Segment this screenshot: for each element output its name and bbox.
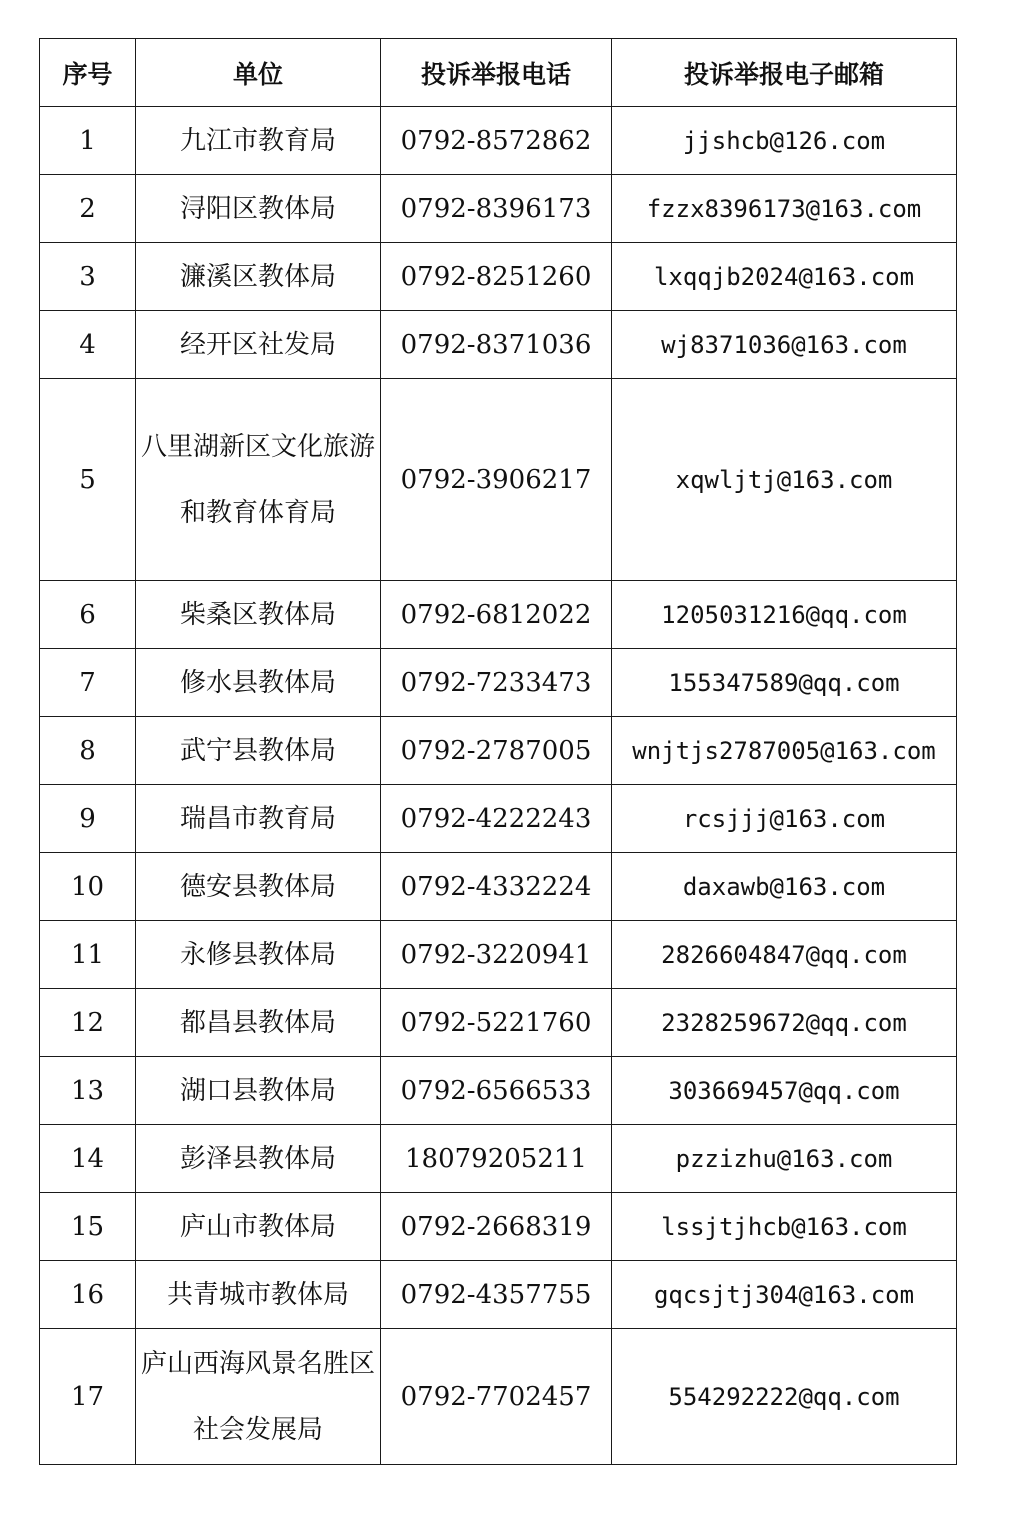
row-unit: 庐山西海风景名胜区社会发展局 xyxy=(136,1329,381,1465)
row-email: xqwljtj@163.com xyxy=(612,379,957,581)
row-index: 3 xyxy=(40,243,136,311)
row-unit: 柴桑区教体局 xyxy=(136,581,381,649)
row-unit: 共青城市教体局 xyxy=(136,1261,381,1329)
row-index: 17 xyxy=(40,1329,136,1465)
row-phone: 0792-8396173 xyxy=(381,175,612,243)
table-row xyxy=(40,379,957,581)
row-index: 16 xyxy=(40,1261,136,1329)
row-index: 8 xyxy=(40,717,136,785)
row-email: wnjtjs2787005@163.com xyxy=(612,717,957,785)
row-email: 2826604847@qq.com xyxy=(612,921,957,989)
row-email: daxawb@163.com xyxy=(612,853,957,921)
row-unit: 修水县教体局 xyxy=(136,649,381,717)
row-unit: 经开区社发局 xyxy=(136,311,381,379)
row-phone: 0792-2787005 xyxy=(381,717,612,785)
header-phone: 投诉举报电话 xyxy=(381,39,612,107)
row-unit: 永修县教体局 xyxy=(136,921,381,989)
row-phone: 0792-7702457 xyxy=(381,1329,612,1465)
row-unit: 八里湖新区文化旅游和教育体育局 xyxy=(136,379,381,581)
row-phone: 0792-4222243 xyxy=(381,785,612,853)
row-phone: 0792-8251260 xyxy=(381,243,612,311)
row-index: 7 xyxy=(40,649,136,717)
row-email: lxqqjb2024@163.com xyxy=(612,243,957,311)
row-email: 303669457@qq.com xyxy=(612,1057,957,1125)
row-phone: 0792-3220941 xyxy=(381,921,612,989)
header-index: 序号 xyxy=(40,39,136,107)
table-row xyxy=(40,311,957,379)
table-row xyxy=(40,649,957,717)
row-index: 13 xyxy=(40,1057,136,1125)
row-phone: 0792-6566533 xyxy=(381,1057,612,1125)
row-index: 4 xyxy=(40,311,136,379)
row-phone: 0792-8572862 xyxy=(381,107,612,175)
row-index: 10 xyxy=(40,853,136,921)
row-email: wj8371036@163.com xyxy=(612,311,957,379)
table-row xyxy=(40,1125,957,1193)
row-email: jjshcb@126.com xyxy=(612,107,957,175)
table-row xyxy=(40,107,957,175)
row-email: lssjtjhcb@163.com xyxy=(612,1193,957,1261)
table-row xyxy=(40,921,957,989)
row-index: 6 xyxy=(40,581,136,649)
complaint-contact-table xyxy=(39,38,957,1465)
row-unit: 濂溪区教体局 xyxy=(136,243,381,311)
row-email: gqcsjtj304@163.com xyxy=(612,1261,957,1329)
row-index: 14 xyxy=(40,1125,136,1193)
row-phone: 0792-4357755 xyxy=(381,1261,612,1329)
row-unit: 瑞昌市教育局 xyxy=(136,785,381,853)
row-phone: 0792-2668319 xyxy=(381,1193,612,1261)
row-phone: 0792-3906217 xyxy=(381,379,612,581)
row-index: 1 xyxy=(40,107,136,175)
row-unit: 彭泽县教体局 xyxy=(136,1125,381,1193)
row-index: 2 xyxy=(40,175,136,243)
row-index: 5 xyxy=(40,379,136,581)
table-row xyxy=(40,1261,957,1329)
row-unit: 庐山市教体局 xyxy=(136,1193,381,1261)
table-row xyxy=(40,175,957,243)
table-row xyxy=(40,1193,957,1261)
row-unit: 湖口县教体局 xyxy=(136,1057,381,1125)
row-phone: 0792-6812022 xyxy=(381,581,612,649)
row-email: 1205031216@qq.com xyxy=(612,581,957,649)
row-email: fzzx8396173@163.com xyxy=(612,175,957,243)
row-index: 15 xyxy=(40,1193,136,1261)
row-email: 2328259672@qq.com xyxy=(612,989,957,1057)
table-row xyxy=(40,1057,957,1125)
row-email: rcsjjj@163.com xyxy=(612,785,957,853)
row-index: 9 xyxy=(40,785,136,853)
header-row xyxy=(40,39,957,107)
row-phone: 0792-8371036 xyxy=(381,311,612,379)
row-phone: 0792-4332224 xyxy=(381,853,612,921)
table-row xyxy=(40,785,957,853)
row-index: 12 xyxy=(40,989,136,1057)
row-phone: 18079205211 xyxy=(381,1125,612,1193)
row-phone: 0792-7233473 xyxy=(381,649,612,717)
header-unit: 单位 xyxy=(136,39,381,107)
table-row xyxy=(40,1329,957,1465)
row-unit: 九江市教育局 xyxy=(136,107,381,175)
row-unit: 武宁县教体局 xyxy=(136,717,381,785)
row-index: 11 xyxy=(40,921,136,989)
row-email: 155347589@qq.com xyxy=(612,649,957,717)
row-phone: 0792-5221760 xyxy=(381,989,612,1057)
table-row xyxy=(40,243,957,311)
table-row xyxy=(40,581,957,649)
header-email: 投诉举报电子邮箱 xyxy=(612,39,957,107)
row-unit: 都昌县教体局 xyxy=(136,989,381,1057)
table-row xyxy=(40,717,957,785)
row-unit: 德安县教体局 xyxy=(136,853,381,921)
table-row xyxy=(40,989,957,1057)
table-row xyxy=(40,853,957,921)
row-email: pzzizhu@163.com xyxy=(612,1125,957,1193)
row-email: 554292222@qq.com xyxy=(612,1329,957,1465)
row-unit: 浔阳区教体局 xyxy=(136,175,381,243)
